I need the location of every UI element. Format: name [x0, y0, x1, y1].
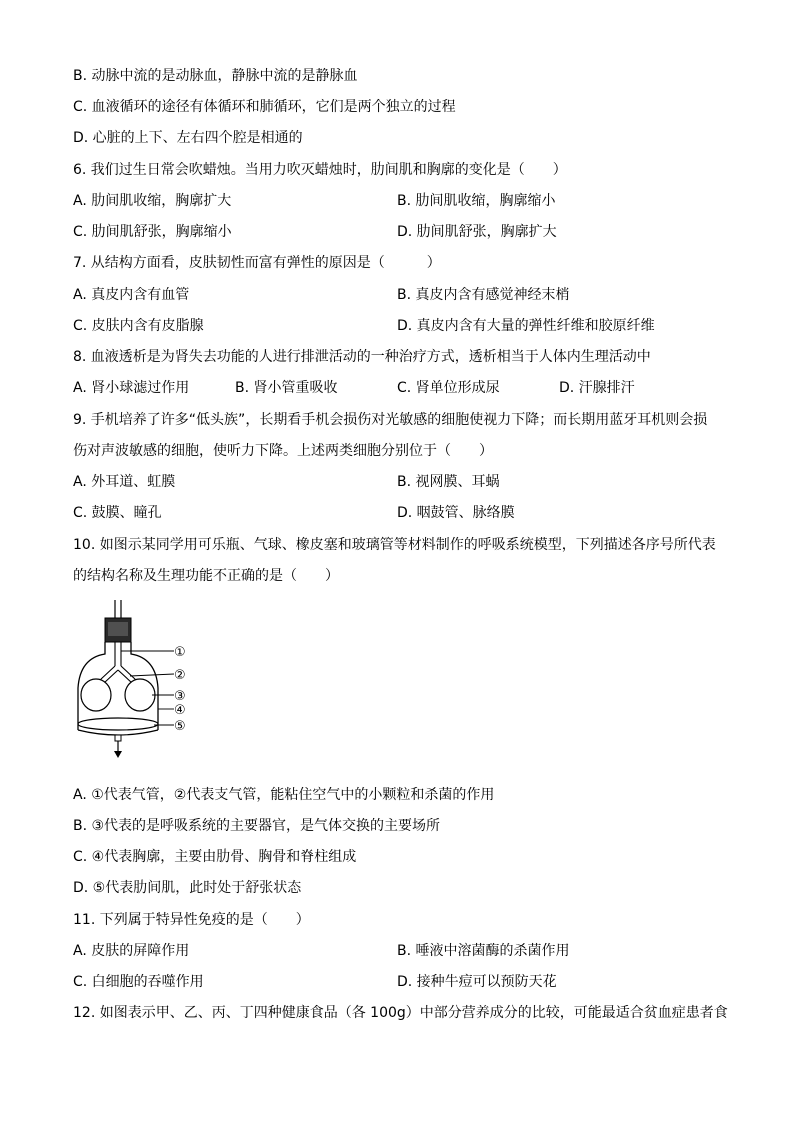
rubber-membrane: [78, 718, 158, 730]
q10-option-c[interactable]: C. ④代表胸廓，主要由肋骨、胸骨和脊柱组成: [73, 849, 357, 865]
q9-option-c[interactable]: C. 鼓膜、瞳孔: [73, 505, 162, 521]
q12-stem: 12. 如图表示甲、乙、丙、丁四种健康食品（各 100g）中部分营养成分的比较，可能最适合贫血症患者食: [73, 1005, 728, 1021]
q10-stem-line2: 的结构名称及生理功能不正确的是（ ）: [73, 568, 339, 584]
q6-option-c[interactable]: C. 肋间肌舒张，胸廓缩小: [73, 224, 232, 240]
q9-option-d[interactable]: D. 咽鼓管、脉络膜: [397, 505, 515, 521]
q9-option-a[interactable]: A. 外耳道、虹膜: [73, 474, 176, 490]
q7-option-c[interactable]: C. 皮肤内含有皮脂腺: [73, 318, 204, 334]
q7-option-a[interactable]: A. 真皮内含有血管: [73, 287, 190, 303]
respiratory-model-diagram: [70, 598, 220, 763]
label-5: ⑤: [174, 719, 186, 734]
prev-option-d: D. 心脏的上下、左右四个腔是相通的: [73, 130, 303, 146]
q7-stem: 7. 从结构方面看，皮肤韧性而富有弹性的原因是（ ）: [73, 255, 441, 271]
q6-option-b[interactable]: B. 肋间肌收缩，胸廓缩小: [397, 193, 556, 209]
q10-option-d[interactable]: D. ⑤代表肋间肌，此时处于舒张状态: [73, 880, 302, 896]
q8-option-d[interactable]: D. 汗腺排汗: [559, 380, 635, 396]
q6-stem: 6. 我们过生日常会吹蜡烛。当用力吹灭蜡烛时，肋间肌和胸廓的变化是（ ）: [73, 162, 567, 178]
left-balloon: [81, 679, 111, 711]
prev-option-c: C. 血液循环的途径有体循环和肺循环，它们是两个独立的过程: [73, 99, 456, 115]
q6-option-d[interactable]: D. 肋间肌舒张，胸廓扩大: [397, 224, 557, 240]
q11-option-c[interactable]: C. 白细胞的吞噬作用: [73, 974, 204, 990]
q9-option-b[interactable]: B. 视网膜、耳蜗: [397, 474, 500, 490]
q7-option-b[interactable]: B. 真皮内含有感觉神经末梢: [397, 287, 570, 303]
q7-option-d[interactable]: D. 真皮内含有大量的弹性纤维和胶原纤维: [397, 318, 655, 334]
label-1: ①: [174, 645, 186, 660]
pull-arrow-icon: [114, 751, 122, 758]
q6-option-a[interactable]: A. 肋间肌收缩，胸廓扩大: [73, 193, 232, 209]
q10-stem-line1: 10. 如图示某同学用可乐瓶、气球、橡皮塞和玻璃管等材料制作的呼吸系统模型，下列描述各序号所代表: [73, 537, 716, 553]
right-balloon: [125, 679, 155, 711]
q9-stem-line2: 伤对声波敏感的细胞，使听力下降。上述两类细胞分别位于（ ）: [73, 443, 493, 459]
q8-option-c[interactable]: C. 肾单位形成尿: [397, 380, 500, 396]
q8-option-b[interactable]: B. 肾小管重吸收: [235, 380, 338, 396]
q10-option-a[interactable]: A. ①代表气管，②代表支气管，能粘住空气中的小颗粒和杀菌的作用: [73, 787, 495, 803]
q10-option-b[interactable]: B. ③代表的是呼吸系统的主要器官，是气体交换的主要场所: [73, 818, 441, 834]
q8-option-a[interactable]: A. 肾小球滤过作用: [73, 380, 190, 396]
q11-option-d[interactable]: D. 接种牛痘可以预防天花: [397, 974, 557, 990]
label-4: ④: [174, 703, 186, 718]
q11-option-a[interactable]: A. 皮肤的屏障作用: [73, 943, 190, 959]
prev-option-b: B. 动脉中流的是动脉血，静脉中流的是静脉血: [73, 68, 358, 84]
q8-stem: 8. 血液透析是为肾失去功能的人进行排泄活动的一种治疗方式，透析相当于人体内生理活动中: [73, 349, 651, 365]
q11-option-b[interactable]: B. 唾液中溶菌酶的杀菌作用: [397, 943, 570, 959]
q11-stem: 11. 下列属于特异性免疫的是（ ）: [73, 912, 310, 928]
label-3: ③: [174, 689, 186, 704]
q9-stem-line1: 9. 手机培养了许多“低头族”，长期看手机会损伤对光敏感的细胞使视力下降；而长期用蓝牙耳机则会损: [73, 412, 708, 428]
label-2: ②: [174, 668, 186, 683]
